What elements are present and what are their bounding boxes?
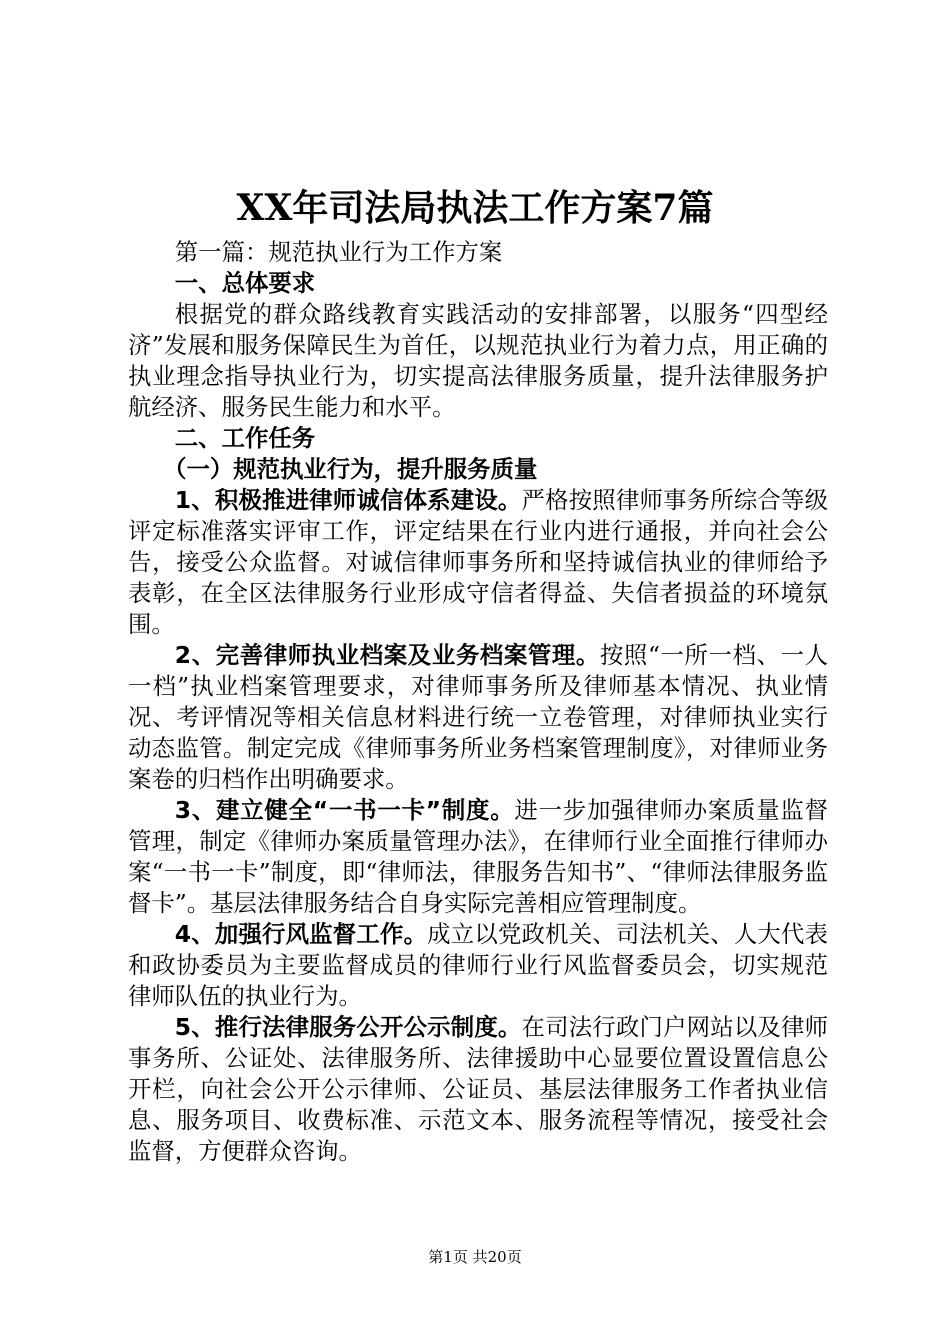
section-heading-work-tasks: 二、工作任务 bbox=[174, 424, 316, 452]
task-item-1 bbox=[128, 485, 828, 640]
subsection-heading-standardize-practice: （一）规范执业行为，提升服务质量 bbox=[163, 455, 538, 483]
document-body bbox=[128, 237, 828, 1167]
task-item-text: 成立以党政机关、司法机关、人大代表和政协委员为主要监督成员的律师行业行风监督委员会，切实规范律师队伍的执业行为。 bbox=[128, 920, 828, 1010]
task-item-lead: 4、加强行风监督工作。 bbox=[174, 920, 428, 948]
document-title: XX年司法局执法工作方案7篇 bbox=[236, 187, 714, 229]
part-title: 第一篇：规范执业行为工作方案 bbox=[174, 238, 503, 266]
task-item-3 bbox=[128, 795, 828, 919]
task-item-lead: 2、完善律师执业档案及业务档案管理。 bbox=[174, 641, 600, 669]
task-item-text: 在司法行政门户网站以及律师事务所、公证处、法律服务所、法律援助中心显要位置设置信息公开栏，向社会公开公示律师、公证员、基层法律服务工作者执业信息、服务项目、收费标准、示范文本、服务流程等情况，接受社会监督，方便群众咨询。 bbox=[128, 1013, 828, 1165]
task-item-4 bbox=[128, 919, 828, 1012]
page-footer: 第1页 共20页 bbox=[428, 1248, 522, 1266]
section-paragraph-general-requirements: 根据党的群众路线教育实践活动的安排部署，以服务“四型经济”发展和服务保障民生为首任，以规范执业行为着力点，用正确的执业理念指导执业行为，切实提高法律服务质量，提升法律服务护航经济、服务民生能力和水平。 bbox=[128, 300, 828, 421]
task-item-text: 严格按照律师事务所综合等级评定标准落实评审工作，评定结果在行业内进行通报，并向社会公告，接受公众监督。对诚信律师事务所和坚持诚信执业的律师给予表彰，在全区法律服务行业形成守信者得益、失信者损益的环境氛围。 bbox=[128, 486, 828, 638]
task-item-lead: 3、建立健全“一书一卡”制度。 bbox=[174, 796, 515, 824]
task-item-lead: 5、推行法律服务公开公示制度。 bbox=[174, 1013, 522, 1041]
task-item-lead: 1、积极推进律师诚信体系建设。 bbox=[174, 486, 522, 514]
task-item-2 bbox=[128, 640, 828, 795]
task-item-text: 按照“一所一档、一人一档”执业档案管理要求，对律师事务所及律师基本情况、执业情况、考评情况等相关信息材料进行统一立卷管理，对律师执业实行动态监管。制定完成《律师事务所业务档案管理制度》，对律师业务案卷的归档作出明确要求。 bbox=[128, 641, 828, 793]
task-item-text: 进一步加强律师办案质量监督管理，制定《律师办案质量管理办法》，在律师行业全面推行律师办案“一书一卡”制度，即“律师法，律服务告知书”、“律师法律服务监督卡”。基层法律服务结合自身实际完善相应管理制度。 bbox=[128, 796, 828, 917]
task-item-5 bbox=[128, 1012, 828, 1167]
section-heading-general-requirements: 一、总体要求 bbox=[174, 269, 316, 297]
